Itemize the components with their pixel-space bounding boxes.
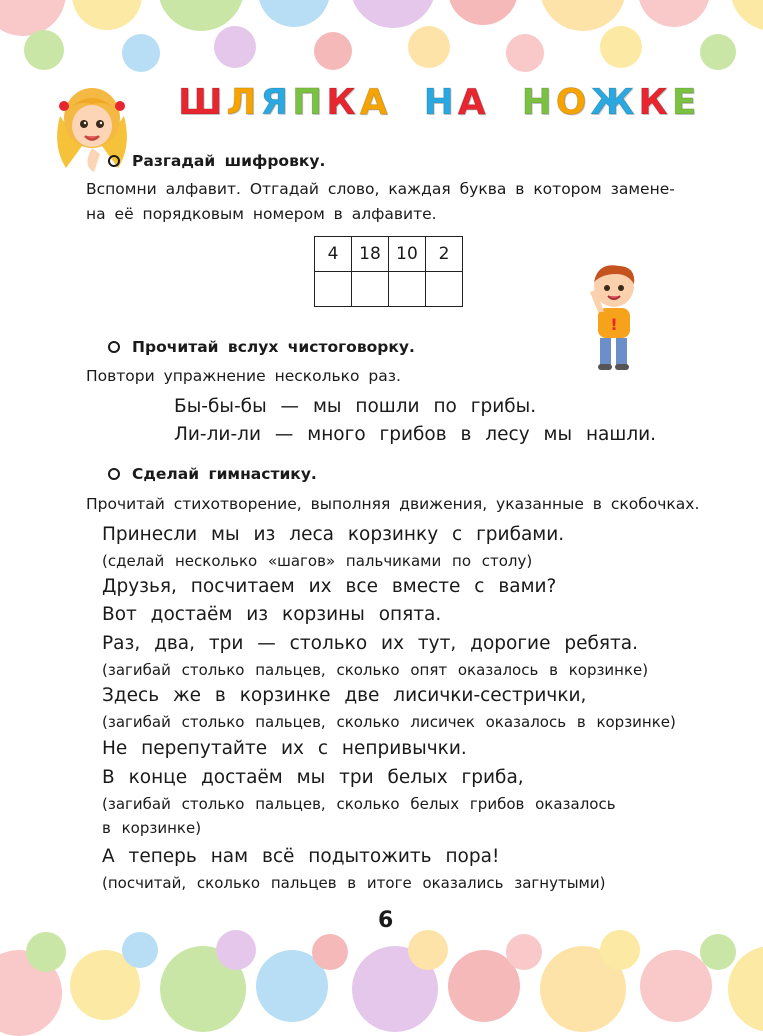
- title-letter: Я: [260, 82, 293, 123]
- polka-dot: [312, 934, 348, 970]
- section-2-heading: Прочитай вслух чистоговорку.: [108, 338, 415, 356]
- polka-dot: [26, 932, 66, 972]
- cipher-numbers-row: [315, 237, 463, 272]
- polka-dot: [350, 0, 436, 28]
- polka-dot: [122, 932, 158, 968]
- page-title: [178, 82, 700, 123]
- polka-dot: [448, 0, 518, 25]
- polka-dot: [730, 0, 763, 31]
- title-letter: Ш: [178, 82, 227, 123]
- poem-note: (загибай столько пальцев, сколько лисичек оказалось в корзинке): [102, 713, 676, 731]
- title-word-1: [178, 82, 392, 123]
- tongue-twister-line-1: Бы-бы-бы — мы пошли по грибы.: [174, 396, 537, 417]
- answer-cell[interactable]: [389, 272, 426, 307]
- section-1-heading: Разгадай шифровку.: [108, 152, 325, 170]
- poem-line: Вот достаём из корзины опята.: [102, 604, 442, 625]
- title-letter: П: [292, 82, 327, 123]
- bullet-icon: [108, 155, 120, 167]
- tongue-twister-line-2: Ли-ли-ли — много грибов в лесу мы нашли.: [174, 424, 657, 445]
- section-2-instruction: Повтори упражнение несколько раз.: [86, 367, 401, 385]
- poem-note: (загибай столько пальцев, сколько опят оказалось в корзинке): [102, 661, 649, 679]
- bullet-icon: [108, 341, 120, 353]
- title-letter: О: [555, 82, 591, 123]
- polka-dot: [258, 0, 330, 27]
- poem-line: Раз, два, три — столько их тут, дорогие ребята.: [102, 633, 639, 654]
- bullet-icon: [108, 468, 120, 480]
- cipher-cell: 2: [426, 237, 463, 272]
- title-letter: К: [326, 82, 360, 123]
- poem-line: Здесь же в корзинке две лисички-сестрички,: [102, 685, 587, 706]
- title-letter: Н: [423, 82, 458, 123]
- polka-dot: [600, 26, 642, 68]
- title-word-3: [522, 82, 701, 123]
- polka-dot: [72, 0, 142, 30]
- section-3-heading: Сделай гимнастику.: [108, 465, 317, 483]
- page-number: 6: [378, 908, 394, 933]
- polka-dot: [24, 30, 64, 70]
- section-1-instruction-line-1: Вспомни алфавит. Отгадай слово, каждая буква в котором замене-: [86, 180, 675, 198]
- cipher-cell: 10: [389, 237, 426, 272]
- section-3-instruction: Прочитай стихотворение, выполняя движения, указанные в скобочках.: [86, 495, 700, 513]
- title-letter: А: [457, 82, 490, 123]
- polka-dot: [122, 34, 160, 72]
- title-letter: Ж: [590, 82, 639, 123]
- title-letter: К: [638, 82, 672, 123]
- section-1-instruction-line-2: на её порядковым номером в алфавите.: [86, 205, 437, 223]
- boy-illustration: [578, 262, 648, 372]
- polka-dot: [600, 930, 640, 970]
- poem-note: (посчитай, сколько пальцев в итоге оказались загнутыми): [102, 874, 606, 892]
- title-letter: Л: [226, 82, 261, 123]
- polka-dot: [0, 0, 66, 36]
- polka-dot: [408, 930, 448, 970]
- polka-dot: [314, 32, 352, 70]
- poem-line: Принесли мы из леса корзинку с грибами.: [102, 524, 565, 545]
- cipher-table: [314, 236, 463, 307]
- polka-dot: [640, 950, 712, 1022]
- polka-dot: [408, 26, 450, 68]
- poem-line: А теперь нам всё подытожить пора!: [102, 846, 500, 867]
- title-letter: Н: [521, 82, 556, 123]
- poem-note: в корзинке): [102, 819, 202, 837]
- title-word-2: [424, 82, 490, 123]
- polka-dot: [214, 26, 256, 68]
- poem-note: (загибай столько пальцев, сколько белых грибов оказалось: [102, 795, 616, 813]
- poem-line: Не перепутайте их с непривычки.: [102, 738, 467, 759]
- answer-cell[interactable]: [315, 272, 352, 307]
- title-letter: Е: [671, 82, 701, 123]
- polka-dot: [216, 930, 256, 970]
- polka-dot: [638, 0, 710, 27]
- polka-dot: [700, 34, 736, 70]
- answer-cell[interactable]: [426, 272, 463, 307]
- svg-text:!: !: [610, 315, 618, 334]
- poem-line: В конце достаём мы три белых гриба,: [102, 767, 524, 788]
- cipher-cell: 4: [315, 237, 352, 272]
- polka-dot: [700, 934, 736, 970]
- cipher-answer-row: [315, 272, 463, 307]
- title-letter: А: [359, 82, 392, 123]
- answer-cell[interactable]: [352, 272, 389, 307]
- cipher-cell: 18: [352, 237, 389, 272]
- poem-line: Друзья, посчитаем их все вместе с вами?: [102, 576, 557, 597]
- polka-dot: [506, 34, 544, 72]
- polka-dot: [506, 934, 542, 970]
- poem-note: (сделай несколько «шагов» пальчиками по столу): [102, 552, 533, 570]
